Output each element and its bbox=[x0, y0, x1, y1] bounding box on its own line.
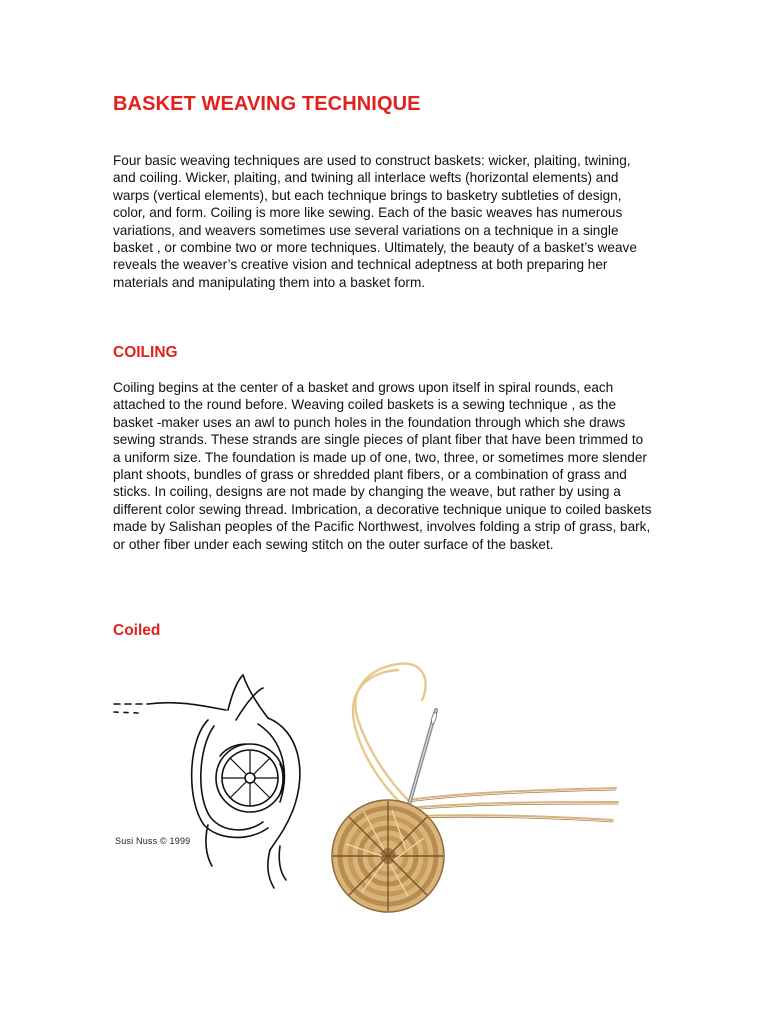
figure-credit: Susi Nuss © 1999 bbox=[115, 836, 191, 846]
section-heading-coiling: COILING bbox=[113, 344, 178, 361]
figure-heading-coiled: Coiled bbox=[113, 622, 161, 639]
coiled-basket-illustration bbox=[108, 660, 628, 920]
coil-line-drawing bbox=[114, 675, 300, 888]
page-title: BASKET WEAVING TECHNIQUE bbox=[113, 93, 421, 115]
coil-color-drawing bbox=[332, 664, 618, 912]
coiling-paragraph: Coiling begins at the center of a basket and grows upon itself in spiral rounds, each attached to the round before. Weaving coiled baskets is a sewing technique , as the basket -maker uses an awl to punch holes in the foundation through which she draws sewing strands. These strands are single pieces of plant fiber that have been trimmed to a uniform size. The foundation is made up of one, two, three, or sometimes more slender plant shoots, bundles of grass or shredded plant fibers, or a combination of grass and sticks. In coiling, designs are not made by changing the weave, but rather by using a different color sewing thread. Imbrication, a decorative technique unique to coiled baskets made by Salishan peoples of the Pacific Northwest, involves folding a strip of grass, bark, or other fiber under each sewing stitch on the outer surface of the basket. bbox=[113, 380, 652, 552]
intro-paragraph: Four basic weaving techniques are used to construct baskets: wicker, plaiting, twining, and coiling. Wicker, plaiting, and twining all interlace wefts (horizontal elements) and warps (vertical elements), but each technique brings to basketry subtleties of design, color, and form. Coiling is more like sewing. Each of the basic weaves has numerous variations, and weavers sometimes use several variations on a technique in a single basket , or combine two or more techniques. Ultimately, the beauty of a basket’s weave reveals the weaver’s creative vision and technical adeptness at both preparing her materials and manipulating them into a basket form. bbox=[113, 153, 637, 290]
